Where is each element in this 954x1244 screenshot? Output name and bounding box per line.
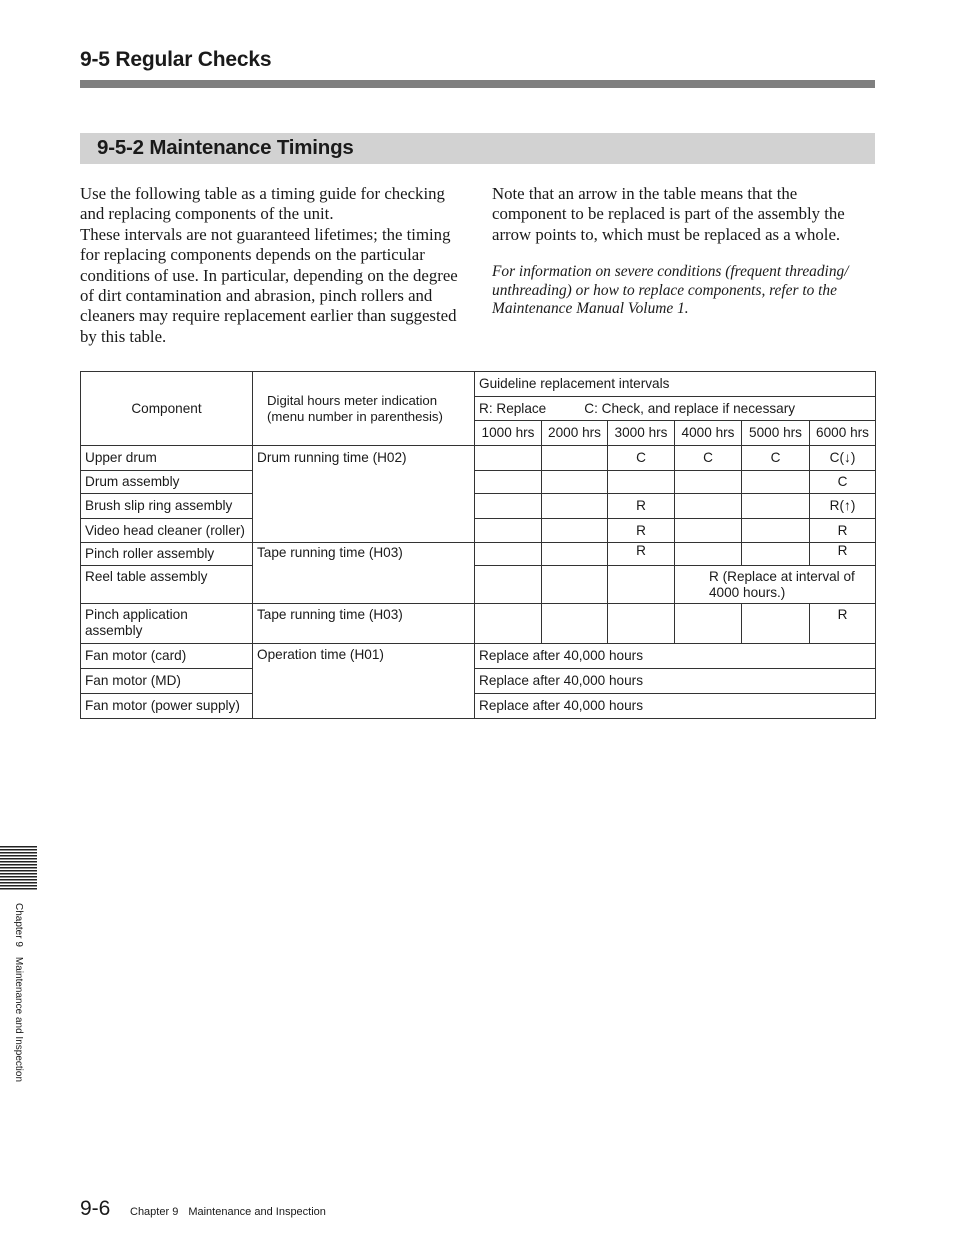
table-row — [81, 669, 876, 694]
component-cell: Brush slip ring assembly — [81, 494, 253, 519]
intro-paragraph-1: Use the following table as a timing guide for checking and replacing components of the unit. — [80, 184, 445, 224]
chapter-heading: 9-5 Regular Checks — [80, 48, 272, 71]
arrow-note-paragraph: Note that an arrow in the table means that the component to be replaced is part of the assembly the arrow points to, which must be replaced as a whole. — [492, 184, 845, 244]
interval-cell — [742, 471, 810, 494]
component-cell: Fan motor (card) — [81, 644, 253, 669]
footer-title: Maintenance and Inspection — [188, 1206, 326, 1218]
interval-cell — [475, 494, 542, 519]
header-hours-5000: 5000 hrs — [742, 421, 810, 446]
interval-cell — [542, 519, 608, 543]
interval-cell — [475, 566, 542, 604]
interval-cell — [675, 543, 742, 566]
meter-cell: Tape running time (H03) — [253, 604, 475, 644]
component-cell: Drum assembly — [81, 471, 253, 494]
meter-cell: Drum running time (H02) — [253, 446, 475, 543]
interval-cell — [608, 604, 675, 644]
component-cell: Video head cleaner (roller) — [81, 519, 253, 543]
sidebar-title: Maintenance and Inspection — [13, 956, 24, 1083]
interval-cell: R(↑) — [810, 494, 876, 519]
legend-check: C: Check, and replace if necessary — [584, 400, 796, 416]
interval-cell — [742, 519, 810, 543]
interval-cell: Replace after 40,000 hours — [475, 694, 876, 719]
interval-cell: C — [810, 471, 876, 494]
interval-cell — [742, 543, 810, 566]
table-row — [81, 543, 876, 566]
interval-cell — [475, 604, 542, 644]
interval-cell: R — [608, 494, 675, 519]
meter-cell: Operation time (H01) — [253, 644, 475, 719]
interval-cell: R — [608, 519, 675, 543]
interval-cell — [475, 519, 542, 543]
interval-cell — [742, 494, 810, 519]
interval-cell — [542, 471, 608, 494]
interval-cell — [608, 566, 675, 604]
header-hours-6000: 6000 hrs — [810, 421, 876, 446]
intro-right-column — [492, 184, 872, 318]
component-cell: Fan motor (power supply) — [81, 694, 253, 719]
header-hours-3000: 3000 hrs — [608, 421, 675, 446]
table-row — [81, 471, 876, 494]
header-component: Component — [81, 372, 253, 446]
page-number: 9-6 — [80, 1197, 111, 1220]
header-hours-meter: Digital hours meter indication (menu number in parenthesis) — [253, 372, 475, 446]
interval-cell — [742, 604, 810, 644]
interval-cell: R — [810, 543, 876, 566]
interval-cell — [475, 471, 542, 494]
section-bar — [80, 133, 875, 164]
header-guideline: Guideline replacement intervals — [475, 372, 876, 397]
interval-cell — [675, 494, 742, 519]
component-cell: Upper drum — [81, 446, 253, 471]
legend-replace: R: Replace — [479, 400, 547, 416]
sidebar-chapter: Chapter 9 — [13, 903, 24, 947]
table-row — [81, 519, 876, 543]
chapter-rule — [80, 80, 875, 88]
interval-cell: Replace after 40,000 hours — [475, 669, 876, 694]
interval-cell — [475, 543, 542, 566]
meter-cell: Tape running time (H03) — [253, 543, 475, 604]
reference-note: For information on severe conditions (frequent threading/ unthreading) or how to replace components, refer to the Maintenance Manual Volume 1. — [492, 263, 849, 318]
header-hours-1000: 1000 hrs — [475, 421, 542, 446]
component-cell: Pinch roller assembly — [81, 543, 253, 566]
interval-cell — [542, 543, 608, 566]
interval-cell: C — [742, 446, 810, 471]
table-row — [81, 644, 876, 669]
sidebar-chapter-label — [13, 903, 24, 1082]
interval-cell: C — [608, 446, 675, 471]
interval-cell — [542, 566, 608, 604]
interval-cell: C(↓) — [810, 446, 876, 471]
interval-cell — [542, 446, 608, 471]
interval-cell — [608, 471, 675, 494]
interval-cell — [475, 446, 542, 471]
component-cell: Fan motor (MD) — [81, 669, 253, 694]
table-row — [81, 604, 876, 644]
interval-cell — [675, 519, 742, 543]
header-legend — [475, 397, 876, 421]
intro-left-column — [80, 184, 470, 347]
maintenance-timing-table — [80, 371, 876, 719]
interval-cell — [542, 604, 608, 644]
chapter-thumb-tab — [0, 846, 37, 891]
component-cell: Reel table assembly — [81, 566, 253, 604]
interval-cell: R — [810, 604, 876, 644]
intro-paragraph-2: These intervals are not guaranteed lifetimes; the timing for replacing components depends on the particular conditions of use. In particular, depending on the degree of dirt contamination and abrasion, pinch rollers and cleaners may require replacement earlier than suggested by this table. — [80, 224, 458, 346]
interval-cell: R — [810, 519, 876, 543]
table-row — [81, 494, 876, 519]
interval-cell — [542, 494, 608, 519]
interval-cell: R — [608, 543, 675, 566]
table-row — [81, 694, 876, 719]
table-row — [81, 566, 876, 604]
component-cell: Pinch application assembly — [81, 604, 253, 644]
interval-cell: C — [675, 446, 742, 471]
interval-cell: Replace after 40,000 hours — [475, 644, 876, 669]
interval-cell — [675, 604, 742, 644]
footer-chapter: Chapter 9 — [130, 1206, 179, 1218]
interval-cell — [675, 471, 742, 494]
section-heading: 9-5-2 Maintenance Timings — [97, 136, 354, 159]
header-hours-2000: 2000 hrs — [542, 421, 608, 446]
header-hours-4000: 4000 hrs — [675, 421, 742, 446]
reel-table-interval-note: R (Replace at interval of 4000 hours.) — [675, 566, 876, 604]
table-row — [81, 446, 876, 471]
footer-chapter-label — [130, 1206, 326, 1218]
